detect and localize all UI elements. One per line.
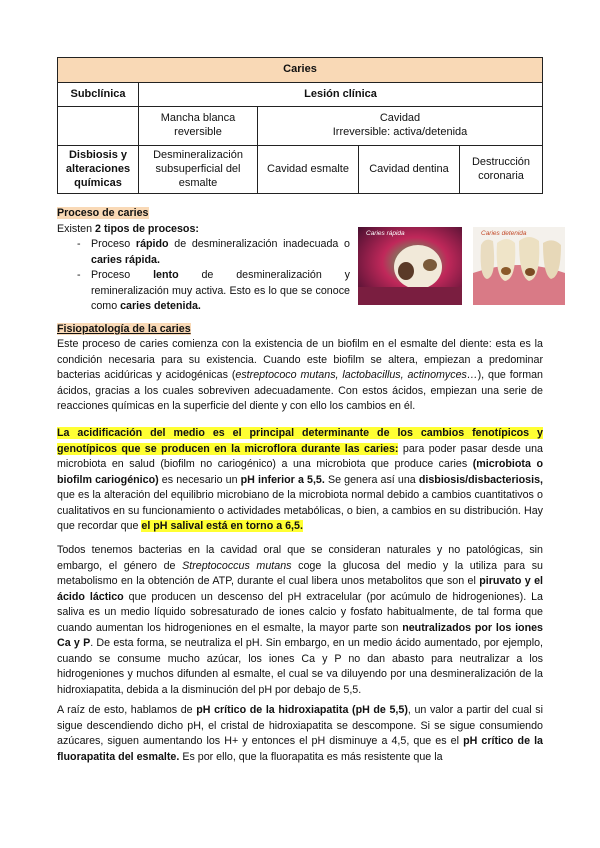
- cavidad-title: Cavidad: [379, 112, 421, 125]
- cell-mancha-blanca: Mancha blanca reversible: [139, 107, 258, 146]
- proceso-list: [57, 237, 350, 315]
- cell-cavidad-dentina: Cavidad dentina: [359, 146, 460, 194]
- section-proceso: [57, 206, 199, 237]
- cell-desmineralizacion: Desmineralización subsuperficial del esmalte: [139, 146, 258, 194]
- caries-rapida-image: [358, 227, 462, 305]
- heading-fisio: Fisiopatología de la caries: [57, 323, 191, 335]
- cell-cavidad-esmalte: Cavidad esmalte: [258, 146, 359, 194]
- caries-table: [57, 57, 543, 194]
- heading-proceso: Proceso de caries: [57, 207, 149, 219]
- empty-cell: [58, 107, 139, 146]
- img2-label: Caries detenida: [481, 230, 527, 237]
- paragraph-2: La acidificación del medio es el principal determinante de los cambios fenotípicos y genotípicos que se producen en la microflora durante las caries: para poder pasar desde una microbiota en salud (biofilm no cariogénico) a una microbiota que produce caries (microbiota o biofilm cariogénico) es necesario un pH inferior a 5,5. Se genera así una disbiosis/disbacteriosis, que es la alteración del equilibrio microbiano de la microbiota normal debido a cambios cuantitativos o cualitativos en su funcionamiento o actividades metabólicas, o bien, a cambios en su distribución. Hay que recordar que el pH salival está en torno a 6,5.: [57, 427, 543, 532]
- img1-label: Caries rápida: [366, 230, 405, 237]
- cell-destruccion-coronaria: Destrucción coronaria: [460, 146, 543, 194]
- caries-detenida-image: [473, 227, 565, 305]
- table-title: Caries: [58, 58, 543, 83]
- paragraph-3: Todos tenemos bacterias en la cavidad oral que se consideran naturales y no patológicas, sin embargo, el género de Streptococcus mutans coge la glucosa del medio y la utiliza para su metabolismo en la obtención de ATP, durante el cual libera unos metabolitos que son el piruvato y el ácido láctico que producen un descenso del pH extracelular (por acúmulo de hidrogeniones). La saliva es un medio líquido sobresaturado de iones calcio y fosfato habitualmente, de tal forma que cuando aumentan los hidrogeniones en el esmalte, la mayor parte son neutralizados por los iones Ca y P. De esta forma, se neutraliza el pH. Sin embargo, en un medio ácido aumentado, por ejemplo, cuando se consume mucho azúcar, los iones Ca y P no dan abasto para neutralizar a los hidrogeniones y muchos difunden al esmalte, el cual se va diluyendo por una desmineralización de la hidroxiapatita, debida a la disminución del pH por debajo de 5,5.: [57, 544, 543, 696]
- cell-disbiosis: Disbiosis y alteraciones químicas: [58, 146, 139, 194]
- cell-cavidad: [258, 107, 543, 146]
- list-item: - Proceso rápido de desmineralización inadecuada o caries rápida.: [57, 237, 350, 268]
- list-item: - Proceso lento de desmineralización y remineralización muy activa. Esto es lo que se conoce como caries detenida.: [57, 268, 350, 315]
- proceso-list-wrap: [57, 237, 350, 315]
- caries-rapida-picture: [358, 227, 462, 305]
- proceso-intro: Existen 2 tipos de procesos:: [57, 222, 199, 235]
- col-subclinica: Subclínica: [58, 83, 139, 107]
- paragraph-4: A raíz de esto, hablamos de pH crítico de la hidroxiapatita (pH de 5,5), un valor a partir del cual si sigue descendiendo dicho pH, el cristal de hidroxiapatita se descompone. Si se sigue consumiendo azúcares, siguen aumentando los H+ y entonces el pH disminuye a 4,5, que es el pH crítico de la fluorapatita del esmalte. Es por ello, que la fluorapatita es más resistente que la: [57, 704, 543, 763]
- paragraph-1: Este proceso de caries comienza con la existencia de un biofilm en el esmalte del diente: esta es la condición necesaria para su existencia. Cuando este biofilm se altera, empiezan a predominar bacterias acidúricas y acidogénicas (estreptococo mutans, lactobacillus, actinomyces…), que forman ácidos, gracias a los cuales sobreviven adecuadamente. Con estos ácidos, empiezan una serie de reacciones químicas en la superficie del diente y con ello los cambios en él.: [57, 338, 544, 412]
- cavidad-sub: Irreversible: activa/detenida: [332, 126, 468, 138]
- col-lesion-clinica: Lesión clínica: [139, 83, 543, 107]
- caries-detenida-picture: [473, 227, 565, 305]
- heading-fisio-wrap: [57, 322, 191, 338]
